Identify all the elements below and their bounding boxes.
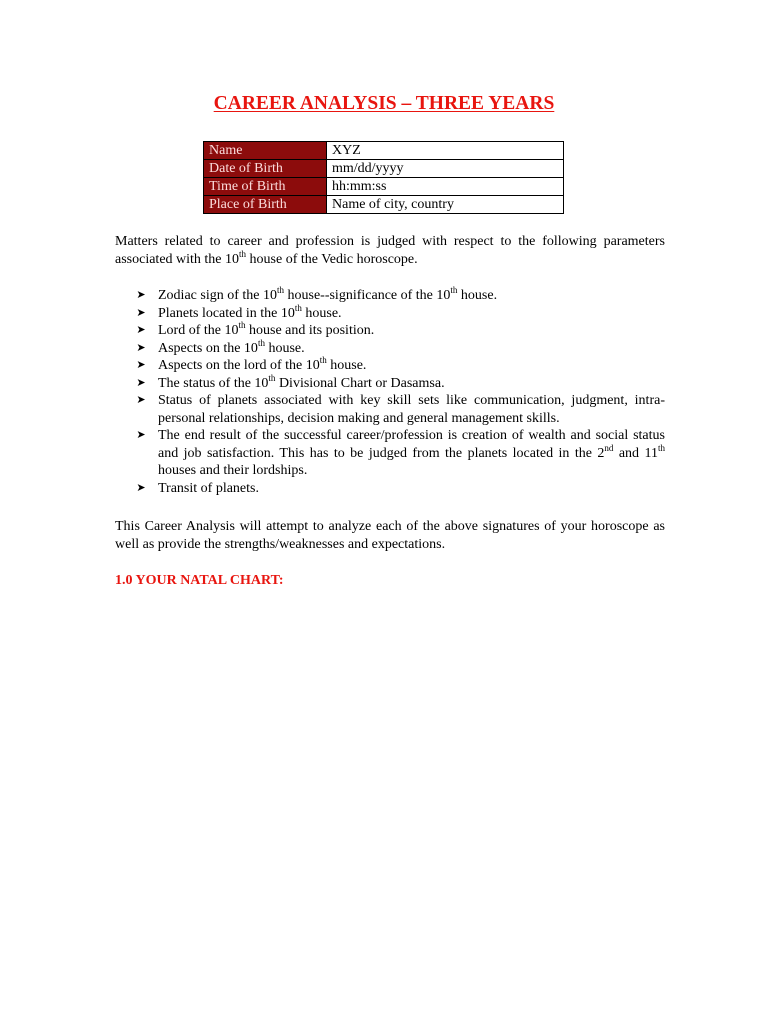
list-item-text: Divisional Chart or Dasamsa.	[275, 375, 445, 391]
superscript: th	[294, 302, 302, 313]
list-item	[134, 302, 665, 323]
list-item	[134, 372, 665, 393]
list-item-text: house--significance of the 10	[284, 288, 451, 303]
time-of-birth-value: hh:mm:ss	[327, 178, 564, 196]
superscript: th	[257, 337, 265, 348]
table-row	[204, 142, 564, 160]
arrowhead-bullet-icon: ➤	[136, 289, 146, 301]
intro-text: Matters related to career and profession is judged with respect to the following parameters associated with the 10	[115, 234, 665, 267]
date-of-birth-label: Date of Birth	[204, 160, 327, 178]
superscript: th	[657, 442, 665, 453]
list-item	[134, 357, 665, 375]
arrowhead-bullet-icon: ➤	[136, 359, 146, 371]
place-of-birth-value: Name of city, country	[327, 196, 564, 214]
list-item-text: house.	[326, 358, 367, 373]
list-item-text: and 11	[613, 445, 658, 461]
list-item	[134, 287, 665, 305]
arrowhead-bullet-icon: ➤	[136, 376, 146, 389]
intro-paragraph	[115, 233, 665, 268]
list-item-text: Zodiac sign of the 10	[158, 288, 277, 303]
section-heading: 1.0 YOUR NATAL CHART:	[115, 573, 284, 588]
list-item-text: Lord of the 10	[158, 323, 239, 338]
list-item-text: houses and their lordships.	[158, 463, 308, 478]
list-item-text: house.	[457, 288, 498, 303]
list-item-text: house.	[301, 305, 342, 321]
superscript: th	[450, 285, 458, 295]
intro-text: house of the Vedic horoscope.	[246, 251, 418, 267]
name-label: Name	[204, 142, 327, 160]
list-item-text: Aspects on the 10	[158, 340, 258, 356]
superscript: th	[268, 372, 276, 383]
list-item-text: house.	[264, 340, 305, 356]
arrowhead-bullet-icon: ➤	[136, 324, 146, 336]
list-item-text: house and its position.	[245, 323, 375, 338]
list-item	[134, 427, 665, 480]
list-item-text: Planets located in the 10	[158, 305, 295, 321]
name-value: XYZ	[327, 142, 564, 160]
superscript: th	[276, 285, 284, 295]
superscript: nd	[604, 442, 614, 453]
arrowhead-bullet-icon: ➤	[136, 394, 146, 406]
superscript: th	[238, 320, 246, 330]
list-item	[134, 322, 665, 340]
list-item-text: Transit of planets.	[158, 480, 259, 496]
date-of-birth-value: mm/dd/yyyy	[327, 160, 564, 178]
document-title: CAREER ANALYSIS – THREE YEARS	[213, 93, 555, 114]
place-of-birth-label: Place of Birth	[204, 196, 327, 214]
arrowhead-bullet-icon: ➤	[136, 429, 146, 441]
arrowhead-bullet-icon: ➤	[136, 306, 146, 319]
time-of-birth-label: Time of Birth	[204, 178, 327, 196]
list-item	[134, 337, 665, 358]
closing-paragraph: This Career Analysis will attempt to analyze each of the above signatures of your horoscope as well as provide the strengths/weaknesses and expectations.	[115, 519, 665, 552]
list-item-text: The end result of the successful career/profession is creation of wealth and social status and job satisfaction. This has to be judged from the planets located in the 2	[158, 428, 665, 461]
list-item-text: Status of planets associated with key skill sets like communication, judgment, intra-personal relationships, decision making and general management skills.	[158, 393, 665, 426]
arrowhead-bullet-icon: ➤	[136, 481, 146, 494]
table-row	[204, 160, 564, 178]
arrowhead-bullet-icon: ➤	[136, 341, 146, 354]
birth-details-table	[203, 141, 564, 214]
list-item-text: Aspects on the lord of the 10	[158, 358, 320, 373]
table-row	[204, 196, 564, 214]
superscript: th	[239, 248, 247, 259]
list-item-text: The status of the 10	[158, 375, 269, 391]
list-item	[134, 480, 665, 498]
parameters-list	[134, 287, 665, 497]
list-item	[134, 392, 665, 427]
table-row	[204, 178, 564, 196]
superscript: th	[319, 355, 327, 365]
